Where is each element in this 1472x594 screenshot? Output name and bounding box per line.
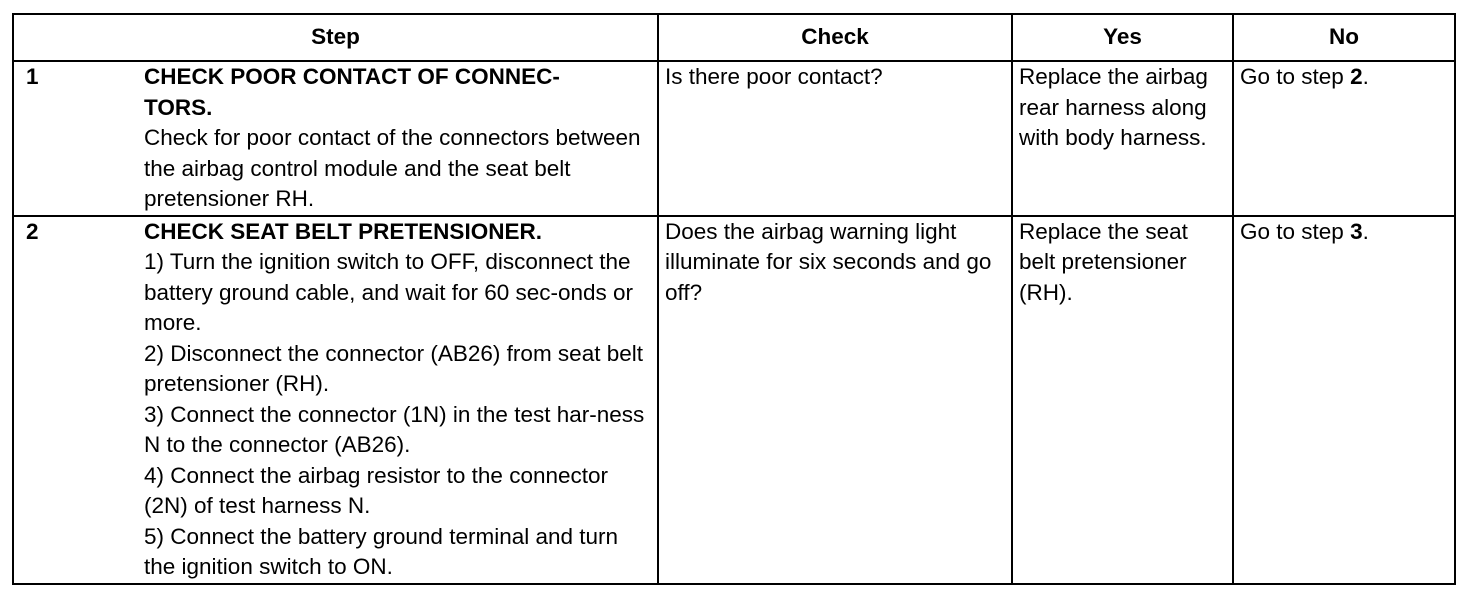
- no-step-link: 3: [1350, 218, 1363, 244]
- step-title: CHECK SEAT BELT PRETENSIONER.: [144, 218, 542, 244]
- step-cell: [13, 216, 658, 584]
- no-cell: Go to step 3.: [1233, 216, 1455, 584]
- step-title: CHECK POOR CONTACT OF CONNEC- TORS.: [144, 64, 560, 120]
- header-no: No: [1233, 14, 1455, 61]
- check-cell: Is there poor contact?: [658, 61, 1012, 216]
- no-cell: Go to step 2.: [1233, 61, 1455, 216]
- table-row: [13, 61, 1455, 216]
- procedure-item: 1) Turn the ignition switch to OFF, disconnect the battery ground cable, and wait for 60 sec-onds or more.: [144, 249, 634, 335]
- check-cell: Does the airbag warning light illuminate for six seconds and go off?: [658, 216, 1012, 584]
- diagnostic-table: [12, 13, 1456, 585]
- header-step: Step: [13, 14, 658, 61]
- no-step-link: 2: [1350, 64, 1363, 89]
- header-row: [13, 14, 1455, 61]
- table-row: [13, 216, 1455, 584]
- yes-cell: Replace the airbag rear harness along with body harness.: [1012, 61, 1233, 216]
- header-check: Check: [658, 14, 1012, 61]
- procedure-item: 3) Connect the connector (1N) in the test har-ness N to the connector (AB26).: [144, 401, 645, 457]
- procedure-item: 4) Connect the airbag resistor to the connector (2N) of test harness N.: [144, 462, 609, 518]
- header-yes: Yes: [1012, 14, 1233, 61]
- step-description: Check for poor contact of the connectors between the airbag control module and the seat belt pretensioner RH.: [144, 125, 641, 211]
- step-number: 1: [26, 64, 39, 89]
- yes-cell: Replace the seat belt pretensioner (RH).: [1012, 216, 1233, 584]
- step-number: 2: [26, 218, 39, 244]
- step-cell: [13, 61, 658, 216]
- procedure-item: 2) Disconnect the connector (AB26) from seat belt pretensioner (RH).: [144, 340, 643, 396]
- procedure-item: 5) Connect the battery ground terminal and turn the ignition switch to ON.: [144, 523, 619, 579]
